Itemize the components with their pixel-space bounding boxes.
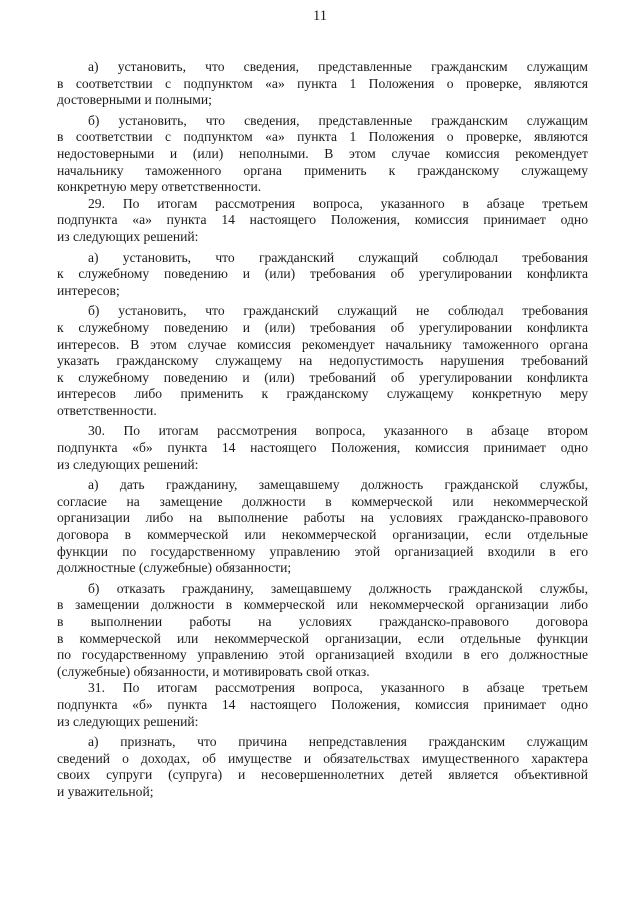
text-line: интересов. В этом случае комиссия рекомендует начальнику таможенного органа <box>57 336 588 352</box>
text-line: интересов либо применить к гражданскому служащему конкретную меру <box>57 386 588 402</box>
text-line: а) дать гражданину, замещавшему должность гражданской службы, <box>88 477 588 493</box>
text-line: своих супруги (супруга) и несовершеннолетних детей является объективной <box>57 767 588 783</box>
text-line: ответственности. <box>57 402 157 418</box>
text-line: недостоверными и (или) неполными. В этом случае комиссия рекомендует <box>57 145 588 161</box>
text-line: в коммерческой или некоммерческой организации, если отдельные функции <box>57 630 588 646</box>
text-line: и уважительной; <box>57 783 154 799</box>
text-line: согласие на замещение должности в коммерческой или некоммерческой <box>57 493 588 509</box>
body-text <box>57 59 588 801</box>
text-line: 31. По итогам рассмотрения вопроса, указанного в абзаце третьем <box>88 680 588 696</box>
text-line: а) признать, что причина непредставления гражданским служащим <box>88 734 588 750</box>
text-line: к служебному поведению и (или) требования об урегулировании конфликта <box>57 319 588 335</box>
text-line: по государственному управлению этой организацией входили в его должностные <box>57 647 588 663</box>
text-line: интересов; <box>57 282 120 298</box>
text-line: в замещении должности в коммерческой или некоммерческой организации либо <box>57 597 588 613</box>
text-line: организации либо на выполнение работы на условиях гражданско-правового <box>57 510 588 526</box>
text-line: 30. По итогам рассмотрения вопроса, указанного в абзаце втором <box>88 423 588 439</box>
text-line: должностные (служебные) обязанности; <box>57 560 292 576</box>
text-line: функции по государственному управлению этой организацией входили в его <box>57 543 588 559</box>
text-line: б) установить, что гражданский служащий не соблюдал требования <box>88 303 588 319</box>
text-line: сведений о доходах, об имуществе и обязательствах имущественного характера <box>57 750 588 766</box>
text-line: из следующих решений: <box>57 456 199 472</box>
text-line: из следующих решений: <box>57 228 199 244</box>
text-line: подпункта «б» пункта 14 настоящего Положения, комиссия принимает одно <box>57 696 588 712</box>
text-line: б) отказать гражданину, замещавшему должность гражданской службы, <box>88 580 588 596</box>
text-line: начальнику таможенного органа применить к гражданскому служащему <box>57 162 588 178</box>
text-line: договора в коммерческой или некоммерческой организации, если отдельные <box>57 527 588 543</box>
text-line: из следующих решений: <box>57 713 199 729</box>
text-line: 29. По итогам рассмотрения вопроса, указанного в абзаце третьем <box>88 195 588 211</box>
text-line: подпункта «а» пункта 14 настоящего Положения, комиссия принимает одно <box>57 212 588 228</box>
text-line: к служебному поведению и (или) требований об урегулировании конфликта <box>57 369 588 385</box>
text-line: указать гражданскому служащему на недопустимость нарушения требований <box>57 353 588 369</box>
text-line: а) установить, что гражданский служащий соблюдал требования <box>88 249 588 265</box>
text-line: в соответствии с подпунктом «а» пункта 1 Положения о проверке, являются <box>57 75 588 91</box>
text-line: а) установить, что сведения, представленные гражданским служащим <box>88 59 588 74</box>
text-line: к служебному поведению и (или) требования об урегулировании конфликта <box>57 266 588 282</box>
text-line: (служебные) обязанности, и мотивировать свой отказ. <box>57 663 370 679</box>
page-number: 11 <box>313 8 327 24</box>
text-line: достоверными и полными; <box>57 92 212 108</box>
text-line: б) установить, что сведения, представленные гражданским служащим <box>88 112 588 128</box>
text-line: конкретную меру ответственности. <box>57 179 262 195</box>
text-line: в соответствии с подпунктом «а» пункта 1 Положения о проверке, являются <box>57 129 588 145</box>
text-line: подпункта «б» пункта 14 настоящего Положения, комиссия принимает одно <box>57 440 588 456</box>
text-line: в выполнении работы на условиях гражданско-правового договора <box>57 614 588 629</box>
